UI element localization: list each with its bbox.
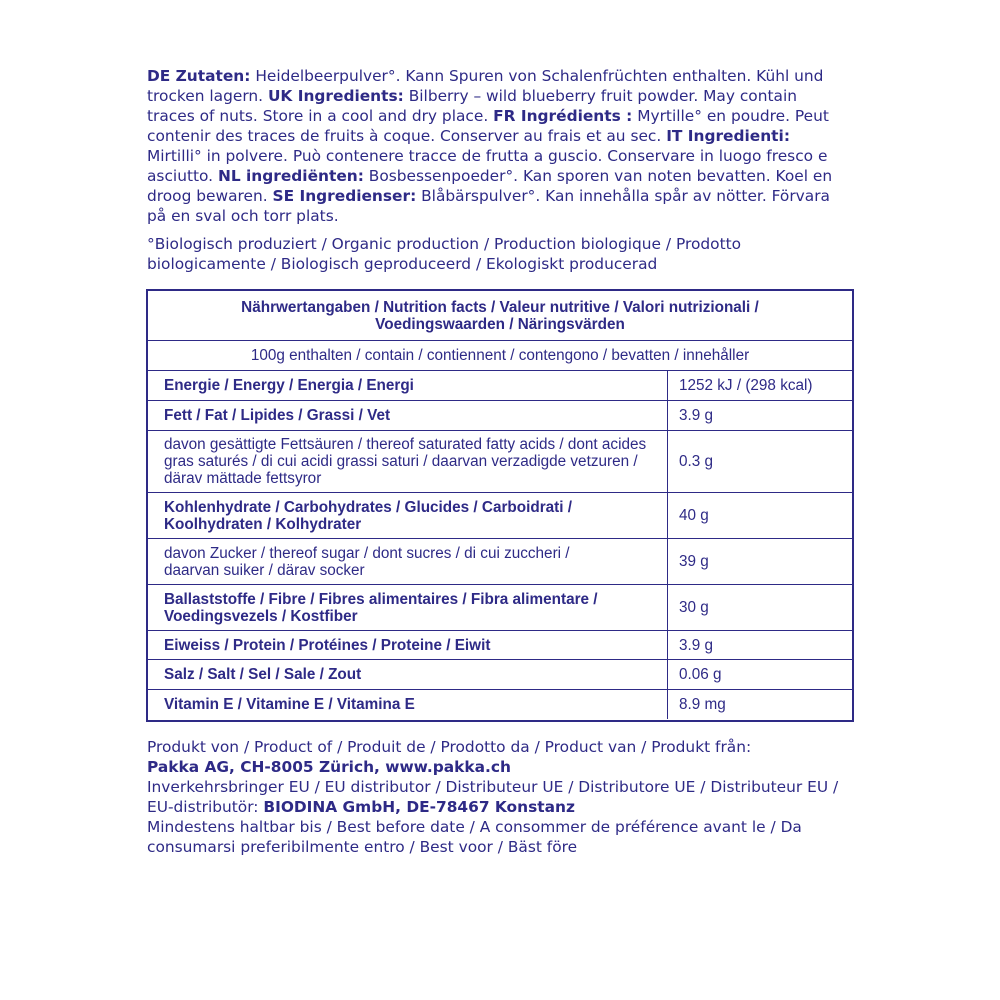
ingredients-text-se: Blåbärspulver°. Kan innehålla spår av nötter. Förvara på en sval och torr plats. [147,187,830,225]
nutrient-value: 3.9 g [679,407,714,424]
ingredients-text-it: Mirtilli° in polvere. Può contenere tracce de frutta a guscio. Conservare in luogo fresco e asciutto. [147,147,828,185]
organic-note: °Biologisch produziert / Organic production / Production biologique / Prodotto biologicamente / Biologisch geproduceerd / Ekologiskt producerad [147,235,742,273]
nutrient-label: Kohlenhydrate / Carbohydrates / Glucides / Carboidrati / Koolhydraten / Kolhydrater [148,493,668,538]
ingredients-text-nl: Bosbessenpoeder°. Kan sporen van noten bevatten. Koel en droog bewaren. [147,167,833,205]
table-row [148,401,852,431]
nutrient-label: Vitamin E / Vitamine E / Vitamina E [148,690,668,719]
nutrient-value: 1252 kJ / (298 kcal) [679,377,813,394]
table-row [148,493,852,539]
best-before-text: Mindestens haltbar bis / Best before date / A consommer de préférence avant le / Da consumarsi preferibilmente entro / Best voor / Bäst före [147,818,802,856]
ingredients-label-fr: FR Ingrédients : [493,107,633,125]
producer-line: Produkt von / Product of / Produit de / Prodotto da / Product van / Produkt från: [147,738,752,756]
table-row [148,660,852,690]
nutrient-value: 0.06 g [679,666,722,683]
ingredients-label-nl: NL ingrediënten: [217,167,364,185]
nutrient-value: 8.9 mg [679,696,726,713]
nutrition-per-text: 100g enthalten / contain / contiennent / contengono / bevatten / innehåller [250,347,750,364]
ingredients-text [147,66,847,226]
table-row [148,585,852,631]
ingredients-label-it: IT Ingredienti: [666,127,790,145]
distributor-company: BIODINA GmbH, DE-78467 Konstanz [263,798,575,816]
table-row [148,431,852,493]
nutrient-value: 30 g [679,599,709,616]
table-row [148,371,852,401]
nutrient-value: 39 g [679,553,709,570]
nutrient-label: davon Zucker / thereof sugar / dont sucres / di cui zuccheri / daarvan suiker / därav socker [148,539,668,584]
ingredients-text-de: Heidelbeerpulver°. Kann Spuren von Schalenfrüchten enthalten. Kühl und trocken lagern. [147,67,824,105]
nutrient-value: 3.9 g [679,636,714,654]
nutrition-table [146,289,854,722]
table-row [148,690,852,719]
nutrient-label: Fett / Fat / Lipides / Grassi / Vet [148,401,668,430]
ingredients-label-se: SE Ingredienser: [272,187,417,205]
nutrient-label: Ballaststoffe / Fibre / Fibres alimentaires / Fibra alimentare / Voedingsvezels / Kostfiber [148,585,668,630]
distributor-label: Inverkehrsbringer EU / EU distributor / Distributeur UE / Distributore UE / Distributeur EU / EU-distributör: [147,778,839,816]
nutrient-label: Eiweiss / Protein / Protéines / Proteine / Eiwit [148,631,668,659]
producer-info [147,737,847,817]
nutrient-label: Salz / Salt / Sel / Sale / Zout [148,660,668,689]
nutrient-value: 40 g [679,507,709,524]
table-row [148,539,852,585]
ingredients-label-de: DE Zutaten: [147,67,251,85]
ingredients-text-uk: Bilberry – wild blueberry fruit powder. May contain traces of nuts. Store in a cool and dry place. [147,87,797,125]
nutrition-header [148,291,852,341]
ingredients-label-uk: UK Ingredients: [267,87,404,105]
nutrition-header-text: Nährwertangaben / Nutrition facts / Valeur nutritive / Valori nutrizionali / Voedingswaarden / Näringsvärden [241,298,759,333]
nutrient-label: Energie / Energy / Energia / Energi [148,371,668,400]
nutrient-value: 0.3 g [679,453,714,470]
producer-company: Pakka AG, CH-8005 Zürich, www.pakka.ch [147,758,511,776]
nutrient-label: davon gesättigte Fettsäuren / thereof saturated fatty acids / dont acides gras saturés / di cui acidi grassi saturi / daarvan verzadigde vetzuren / därav mättade fettsyror [148,431,668,492]
table-row [148,631,852,660]
nutrition-per-row [148,341,852,371]
ingredients-text-fr: Myrtille° en poudre. Peut contenir des traces de fruits à coque. Conserver au frais et au sec. [147,107,829,145]
